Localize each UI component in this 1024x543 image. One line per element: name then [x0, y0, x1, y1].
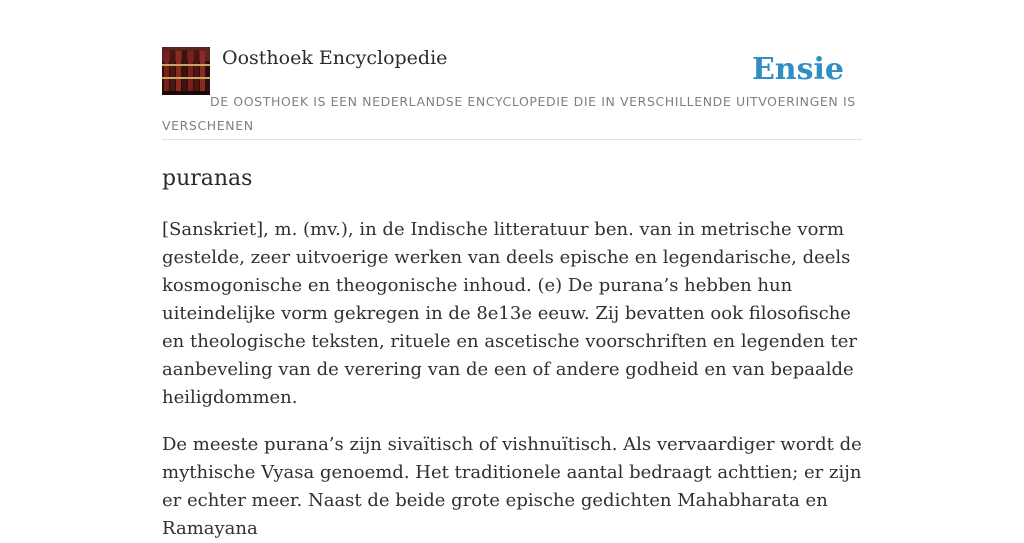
books-shelf-icon: [162, 47, 210, 95]
site-header: [162, 46, 862, 140]
entry-title: puranas: [162, 166, 253, 191]
site-name-link[interactable]: Oosthoek Encyclopedie: [222, 47, 448, 69]
site-tagline: DE OOSTHOEK IS EEN NEDERLANDSE ENCYCLOPEDIE DIE IN VERSCHILLENDE UITVOERINGEN IS VERSCHENEN: [162, 94, 856, 133]
brand-logo-link[interactable]: Ensie: [751, 52, 844, 87]
avatar[interactable]: [162, 47, 210, 95]
entry-content: [162, 160, 862, 543]
entry-paragraph: De meeste purana’s zijn sivaïtisch of vishnuïtisch. Als vervaardiger wordt de mythische Vyasa genoemd. Het traditionele aantal bedraagt achttien; er zijn er echter meer. Naast de beide grote epische gedichten Mahabharata en Ramayana: [162, 434, 862, 539]
entry-paragraph: [Sanskriet], m. (mv.), in de Indische litteratuur ben. van in metrische vorm gestelde, zeer uitvoerige werken van deels epische en legendarische, deels kosmogonische en theogonische inhoud. (e) De purana’s hebben hun uiteindelijke vorm gekregen in de 8e13e eeuw. Zij bevatten ook filosofische en theologische teksten, rituele en ascetische voorschriften en legenden ter aanbeveling van de verering van de een of andere godheid en van bepaalde heiligdommen.: [162, 219, 858, 408]
